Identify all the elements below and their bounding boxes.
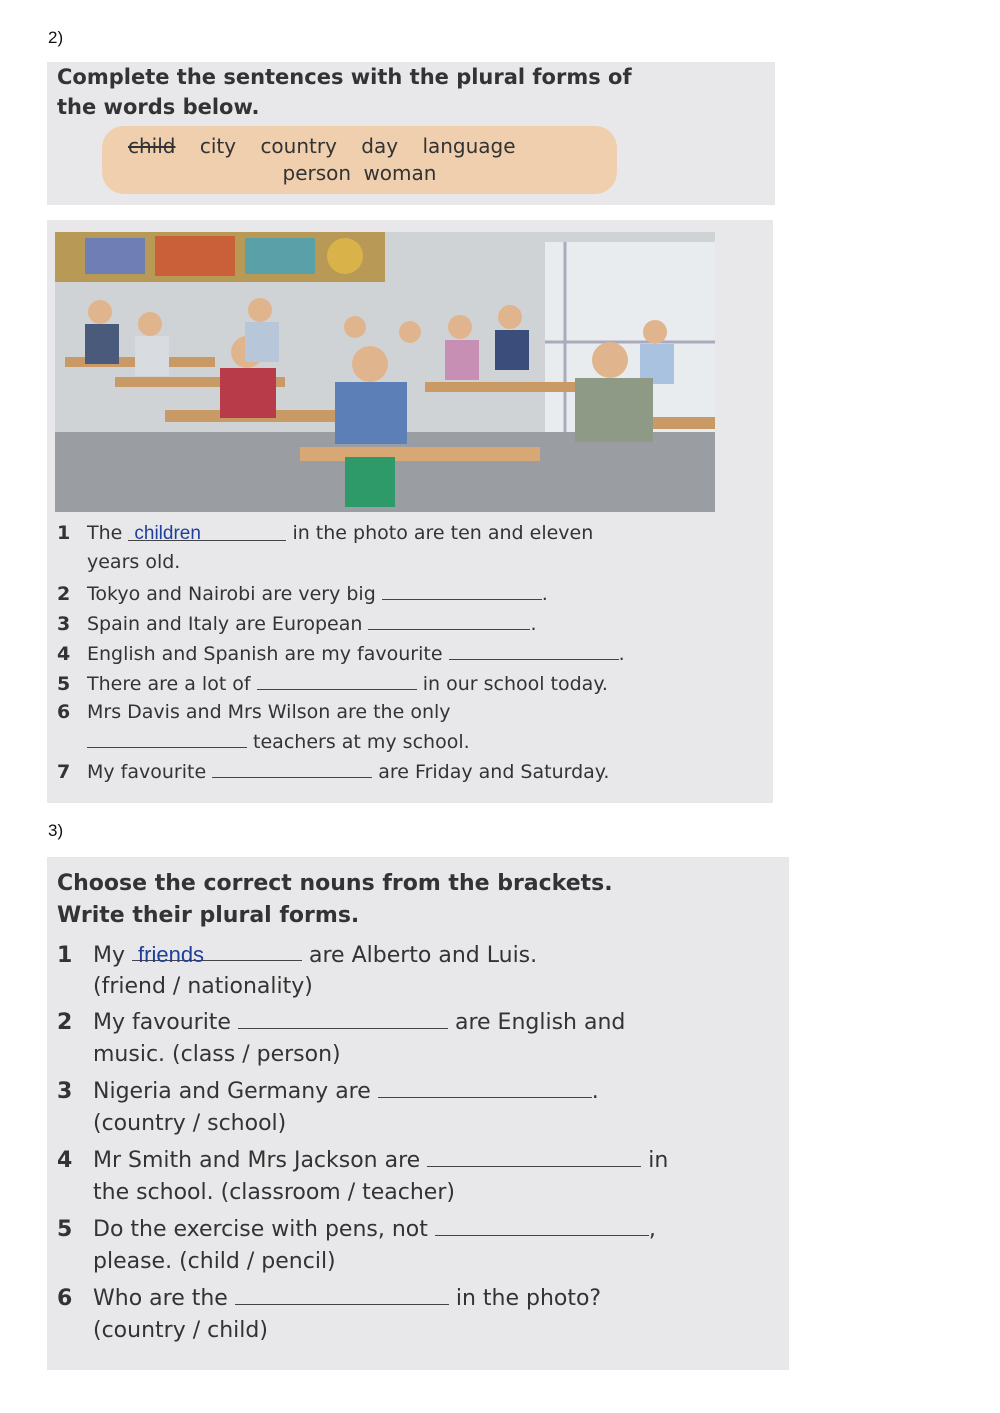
answer-blank[interactable] bbox=[427, 1148, 641, 1167]
answer-blank[interactable] bbox=[235, 1286, 449, 1305]
exercise-2-item-6-cont bbox=[87, 729, 470, 753]
exercise-3-instruction bbox=[57, 868, 613, 932]
item-text: in the photo? bbox=[455, 1286, 602, 1311]
item-text: . bbox=[591, 1079, 599, 1104]
answer-blank[interactable] bbox=[257, 671, 417, 690]
exercise-3-item-4-cont: the school. (classroom / teacher) bbox=[93, 1180, 455, 1205]
item-text: are Alberto and Luis. bbox=[309, 943, 538, 968]
item-number: 5 bbox=[57, 1217, 73, 1242]
exercise-2-item-5 bbox=[57, 671, 608, 695]
exercise-2-instructions-panel bbox=[47, 62, 775, 205]
item-text: English and Spanish are my favourite bbox=[87, 643, 443, 665]
answer-blank[interactable] bbox=[449, 641, 619, 660]
item-number: 2 bbox=[57, 583, 71, 605]
item-number: 3 bbox=[57, 1079, 73, 1104]
instruction-line: the words below. bbox=[57, 95, 260, 119]
instruction-line: Write their plural forms. bbox=[57, 903, 360, 928]
classroom-photo bbox=[55, 232, 715, 512]
item-text: Mr Smith and Mrs Jackson are bbox=[93, 1148, 421, 1173]
exercise-3-panel bbox=[47, 857, 789, 1370]
exercise-2-panel bbox=[47, 220, 773, 803]
item-text: My bbox=[93, 943, 126, 968]
item-text: Who are the bbox=[93, 1286, 228, 1311]
item-text: . bbox=[618, 643, 625, 665]
exercise-2-item-2 bbox=[57, 581, 548, 605]
exercise-2-item-4 bbox=[57, 641, 625, 665]
example-answer: friends bbox=[138, 942, 205, 967]
word-bank-line-2: person woman bbox=[282, 161, 437, 185]
word-bank-word: city bbox=[199, 134, 237, 158]
item-text: My favourite bbox=[93, 1010, 231, 1035]
exercise-3-item-3 bbox=[57, 1079, 599, 1104]
instruction-line: Choose the correct nouns from the brackets. bbox=[57, 871, 613, 896]
answer-blank[interactable] bbox=[435, 1217, 649, 1236]
item-number: 7 bbox=[57, 761, 71, 783]
exercise-3-item-6 bbox=[57, 1286, 601, 1311]
word-bank-word: day bbox=[361, 134, 399, 158]
item-number: 4 bbox=[57, 643, 71, 665]
item-text: Spain and Italy are European bbox=[87, 613, 363, 635]
answer-blank[interactable] bbox=[128, 522, 286, 544]
item-number: 2 bbox=[57, 1010, 73, 1035]
item-number: 6 bbox=[57, 1286, 73, 1311]
example-answer: children bbox=[134, 523, 201, 544]
exercise-3-item-2-cont: music. (class / person) bbox=[93, 1042, 341, 1067]
classroom-photo-image bbox=[55, 232, 715, 512]
word-bank bbox=[102, 126, 617, 194]
exercise-3-item-6-cont: (country / child) bbox=[93, 1318, 268, 1343]
exercise-2-item-1 bbox=[57, 522, 593, 544]
answer-blank[interactable] bbox=[378, 1079, 592, 1098]
exercise-2-item-7 bbox=[57, 759, 609, 783]
exercise-3-item-3-cont: (country / school) bbox=[93, 1111, 287, 1136]
item-text: Do the exercise with pens, not bbox=[93, 1217, 428, 1242]
exercise-3-item-1-cont: (friend / nationality) bbox=[93, 974, 313, 999]
item-number: 6 bbox=[57, 701, 71, 723]
item-text: The bbox=[87, 522, 123, 544]
exercise-2-item-6 bbox=[57, 701, 451, 723]
exercise-3-item-5 bbox=[57, 1217, 656, 1242]
word-bank-word: language bbox=[422, 134, 516, 158]
exercise-3-item-2 bbox=[57, 1010, 625, 1035]
item-text: are English and bbox=[454, 1010, 626, 1035]
item-number: 1 bbox=[57, 943, 73, 968]
item-text: Tokyo and Nairobi are very big bbox=[87, 583, 376, 605]
instruction-line: Complete the sentences with the plural forms of bbox=[57, 65, 632, 89]
answer-blank[interactable] bbox=[132, 942, 302, 967]
item-text: Nigeria and Germany are bbox=[93, 1079, 371, 1104]
answer-blank[interactable] bbox=[368, 611, 530, 630]
exercise-2-item-3 bbox=[57, 611, 537, 635]
item-text: There are a lot of bbox=[87, 673, 251, 695]
item-text: teachers at my school. bbox=[253, 731, 470, 753]
answer-blank[interactable] bbox=[382, 581, 542, 600]
exercise-2-instruction bbox=[57, 62, 632, 122]
exercise-3-item-5-cont: please. (child / pencil) bbox=[93, 1249, 336, 1274]
word-bank-word: country bbox=[260, 134, 337, 158]
section-2-number: 2) bbox=[48, 28, 64, 47]
answer-blank[interactable] bbox=[238, 1010, 448, 1029]
item-text: are Friday and Saturday. bbox=[378, 761, 610, 783]
item-text: Mrs Davis and Mrs Wilson are the only bbox=[87, 701, 451, 723]
item-text: in our school today. bbox=[422, 673, 608, 695]
item-number: 1 bbox=[57, 522, 71, 544]
exercise-3-item-1 bbox=[57, 942, 537, 968]
answer-blank[interactable] bbox=[87, 729, 247, 748]
word-bank-line-1 bbox=[128, 134, 534, 158]
answer-blank[interactable] bbox=[212, 759, 372, 778]
item-text: . bbox=[541, 583, 548, 605]
item-text: My favourite bbox=[87, 761, 207, 783]
section-3-number: 3) bbox=[48, 821, 64, 840]
exercise-3-item-4 bbox=[57, 1148, 668, 1173]
item-text: , bbox=[648, 1217, 656, 1242]
item-text: . bbox=[530, 613, 537, 635]
word-bank-word-crossed: child bbox=[128, 134, 176, 158]
item-text: in bbox=[648, 1148, 669, 1173]
item-number: 3 bbox=[57, 613, 71, 635]
item-text: in the photo are ten and eleven bbox=[292, 522, 594, 544]
item-number: 5 bbox=[57, 673, 71, 695]
exercise-2-item-1-cont: years old. bbox=[87, 551, 181, 573]
item-number: 4 bbox=[57, 1148, 73, 1173]
